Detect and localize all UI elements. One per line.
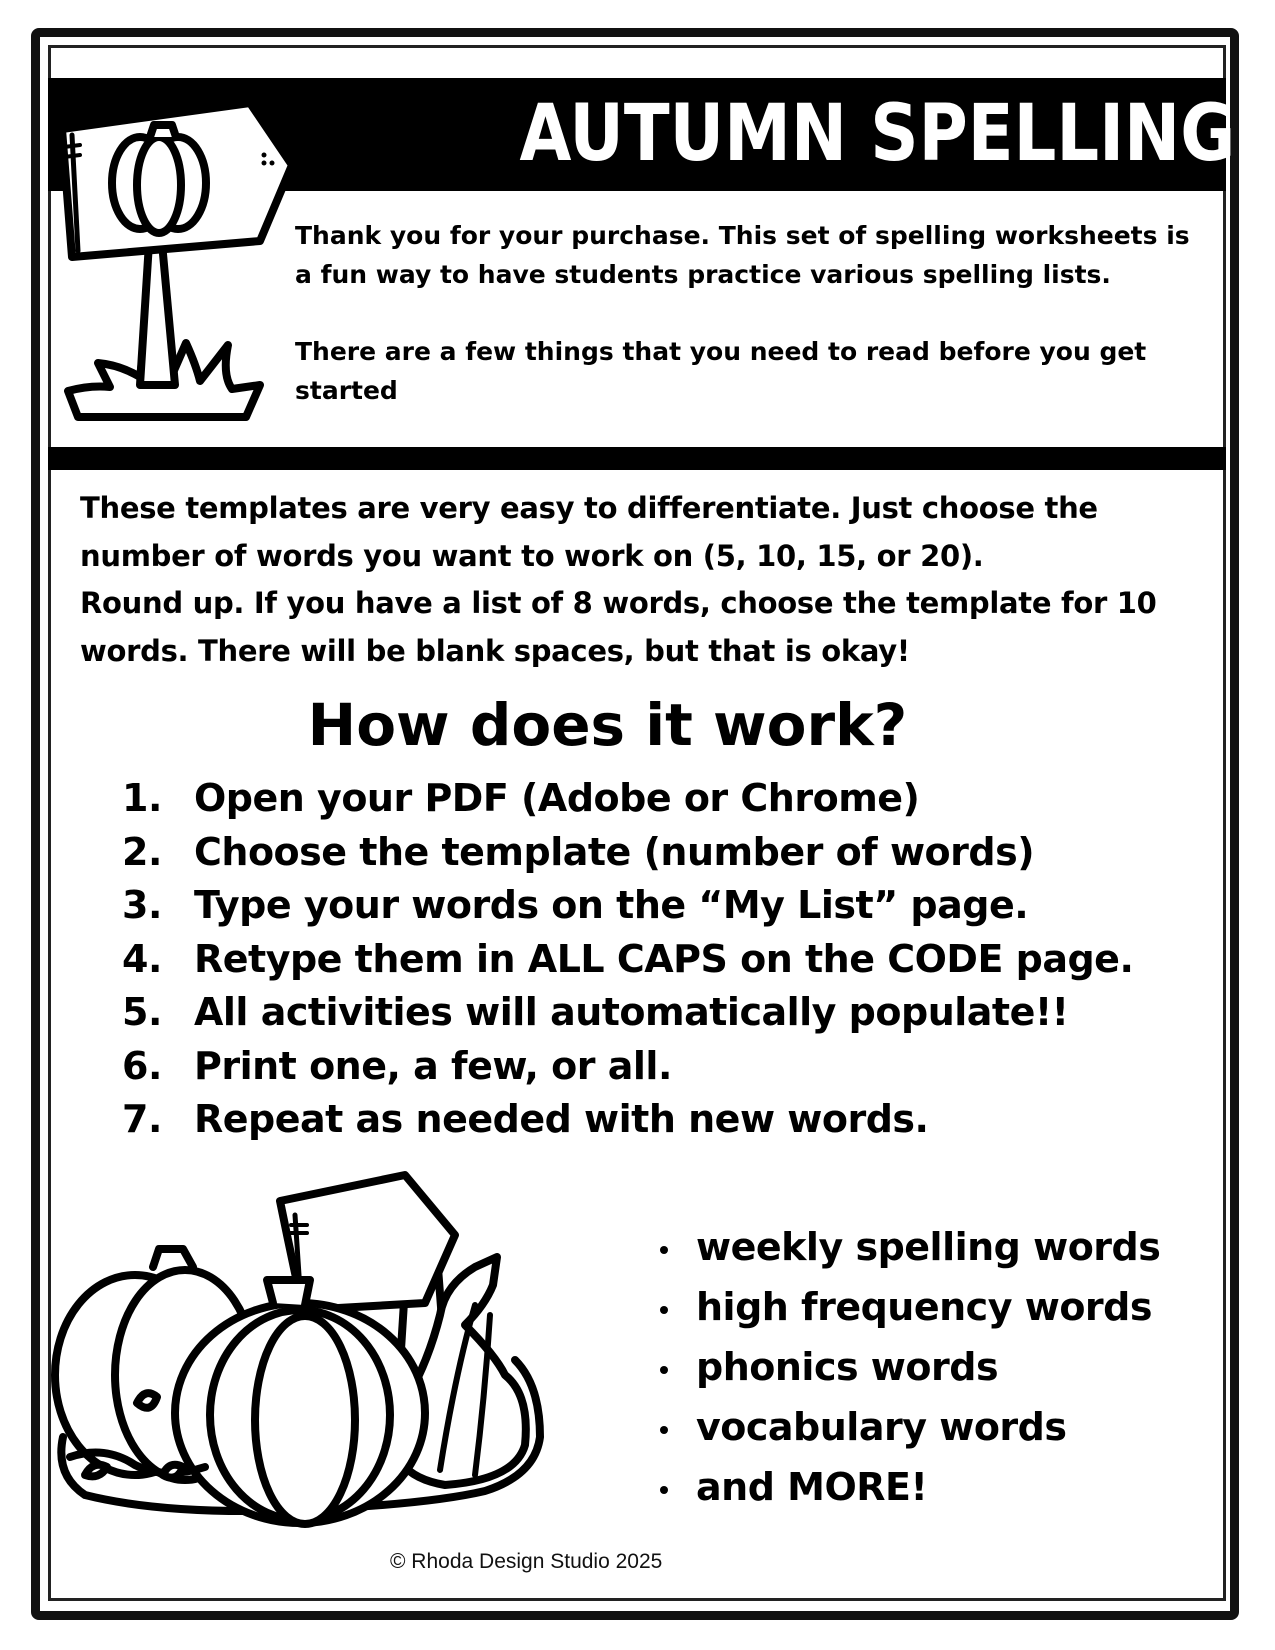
note-line: number of words you want to work on (5, 10, 15, or 20). [80, 538, 984, 573]
list-item-text: high frequency words [696, 1285, 1152, 1329]
step-item [122, 826, 1133, 880]
step-text: Retype them in ALL CAPS on the CODE page. [194, 936, 1134, 981]
step-number: 6. [122, 1043, 162, 1088]
step-text: Choose the template (number of words) [194, 829, 1035, 874]
bullet-icon [660, 1246, 668, 1254]
intro-text [295, 216, 1215, 448]
intro-paragraph-2: There are a few things that you need to read before you get started [295, 337, 1147, 405]
bullet-icon [660, 1306, 668, 1314]
bullet-icon [660, 1486, 668, 1494]
note-line: words. There will be blank spaces, but that is okay! [80, 633, 910, 668]
list-item [660, 1397, 1160, 1457]
step-text: Type your words on the “My List” page. [194, 883, 1029, 927]
step-item [122, 1093, 1133, 1147]
copyright-notice: © Rhoda Design Studio 2025 [390, 1550, 663, 1573]
intro-paragraph-1: Thank you for your purchase. This set of spelling worksheets is a fun way to have students practice various spelling lists. [295, 221, 1190, 289]
step-text: All activities will automatically populate!! [194, 990, 1069, 1034]
step-number: 7. [122, 1097, 162, 1141]
step-item [122, 933, 1133, 987]
list-item-text: and MORE! [696, 1465, 928, 1509]
list-item-text: vocabulary words [696, 1405, 1067, 1449]
list-item-text: phonics words [696, 1345, 999, 1389]
list-item [660, 1457, 1160, 1517]
page-title: AUTUMN SPELLING [519, 89, 1235, 179]
how-it-works-title: How does it work? [307, 691, 908, 759]
section-heading [0, 690, 1275, 760]
list-item [660, 1217, 1160, 1277]
list-item [660, 1337, 1160, 1397]
step-number: 3. [122, 883, 162, 927]
note-line: Round up. If you have a list of 8 words, choose the template for 10 [80, 586, 1157, 620]
step-text: Repeat as needed with new words. [194, 1097, 929, 1141]
word-types-list [660, 1217, 1160, 1517]
bullet-icon [660, 1426, 668, 1434]
step-text: Open your PDF (Adobe or Chrome) [194, 776, 920, 820]
list-item-text: weekly spelling words [696, 1225, 1161, 1269]
pumpkins-and-signpost-icon [45, 1175, 605, 1555]
step-number: 5. [122, 990, 162, 1034]
signpost-with-pumpkin-icon [50, 95, 310, 455]
steps-list [122, 772, 1133, 1147]
differentiation-note [80, 485, 1220, 675]
list-item [660, 1277, 1160, 1337]
step-number: 1. [122, 776, 162, 820]
step-item [122, 879, 1133, 933]
step-number: 4. [122, 936, 162, 981]
step-item [122, 986, 1133, 1040]
step-number: 2. [122, 829, 162, 874]
step-item [122, 772, 1133, 826]
step-item [122, 1040, 1133, 1094]
step-text: Print one, a few, or all. [194, 1043, 672, 1088]
bullet-icon [660, 1366, 668, 1374]
section-divider [48, 447, 1226, 470]
note-line: These templates are very easy to differentiate. Just choose the [80, 491, 1098, 525]
